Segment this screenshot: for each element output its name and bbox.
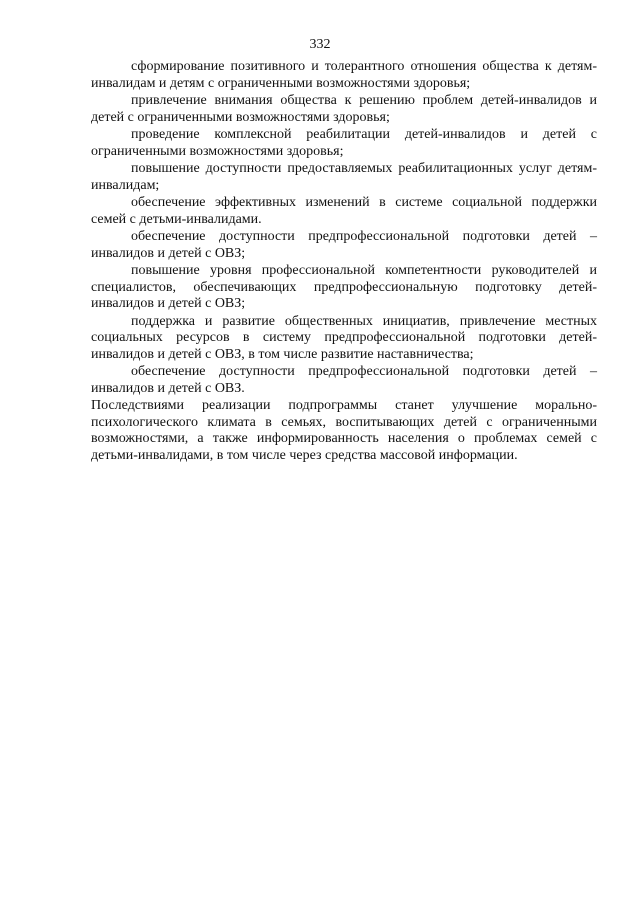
list-paragraph: повышение доступности предоставляемых реабилитационных услуг детям-инвалидам; — [91, 161, 597, 193]
list-paragraph: повышение уровня профессиональной компетентности руководителей и специалистов, обеспечивающих предпрофессиональную подготовку детей-инвалидов и детей с ОВЗ; — [91, 263, 597, 311]
list-paragraph: обеспечение доступности предпрофессиональной подготовки детей – инвалидов и детей с ОВЗ; — [91, 229, 597, 261]
list-paragraph: обеспечение доступности предпрофессиональной подготовки детей – инвалидов и детей с ОВЗ. — [91, 364, 597, 396]
list-paragraph: поддержка и развитие общественных инициатив, привлечение местных социальных ресурсов в систему предпрофессиональной подготовки детей-инвалидов и детей с ОВЗ, в том числе развитие наставничества; — [91, 313, 597, 362]
list-paragraph: обеспечение эффективных изменений в системе социальной поддержки семей с детьми-инвалидами. — [91, 195, 597, 227]
document-body — [91, 59, 597, 465]
list-paragraph: проведение комплексной реабилитации детей-инвалидов и детей с ограниченными возможностями здоровья; — [91, 127, 597, 159]
list-paragraph: привлечение внимания общества к решению проблем детей-инвалидов и детей с ограниченными возможностями здоровья; — [91, 93, 597, 125]
closing-paragraph: Последствиями реализации подпрограммы станет улучшение морально-психологического климата в семьях, воспитывающих детей с ограниченными возможностями, а также информированность населения о проблемах семей с детьми-инвалидами, в том числе через средства массовой информации. — [91, 398, 597, 463]
list-paragraph: сформирование позитивного и толерантного отношения общества к детям-инвалидам и детям с ограниченными возможностями здоровья; — [91, 59, 597, 91]
page-number: 332 — [309, 37, 331, 52]
